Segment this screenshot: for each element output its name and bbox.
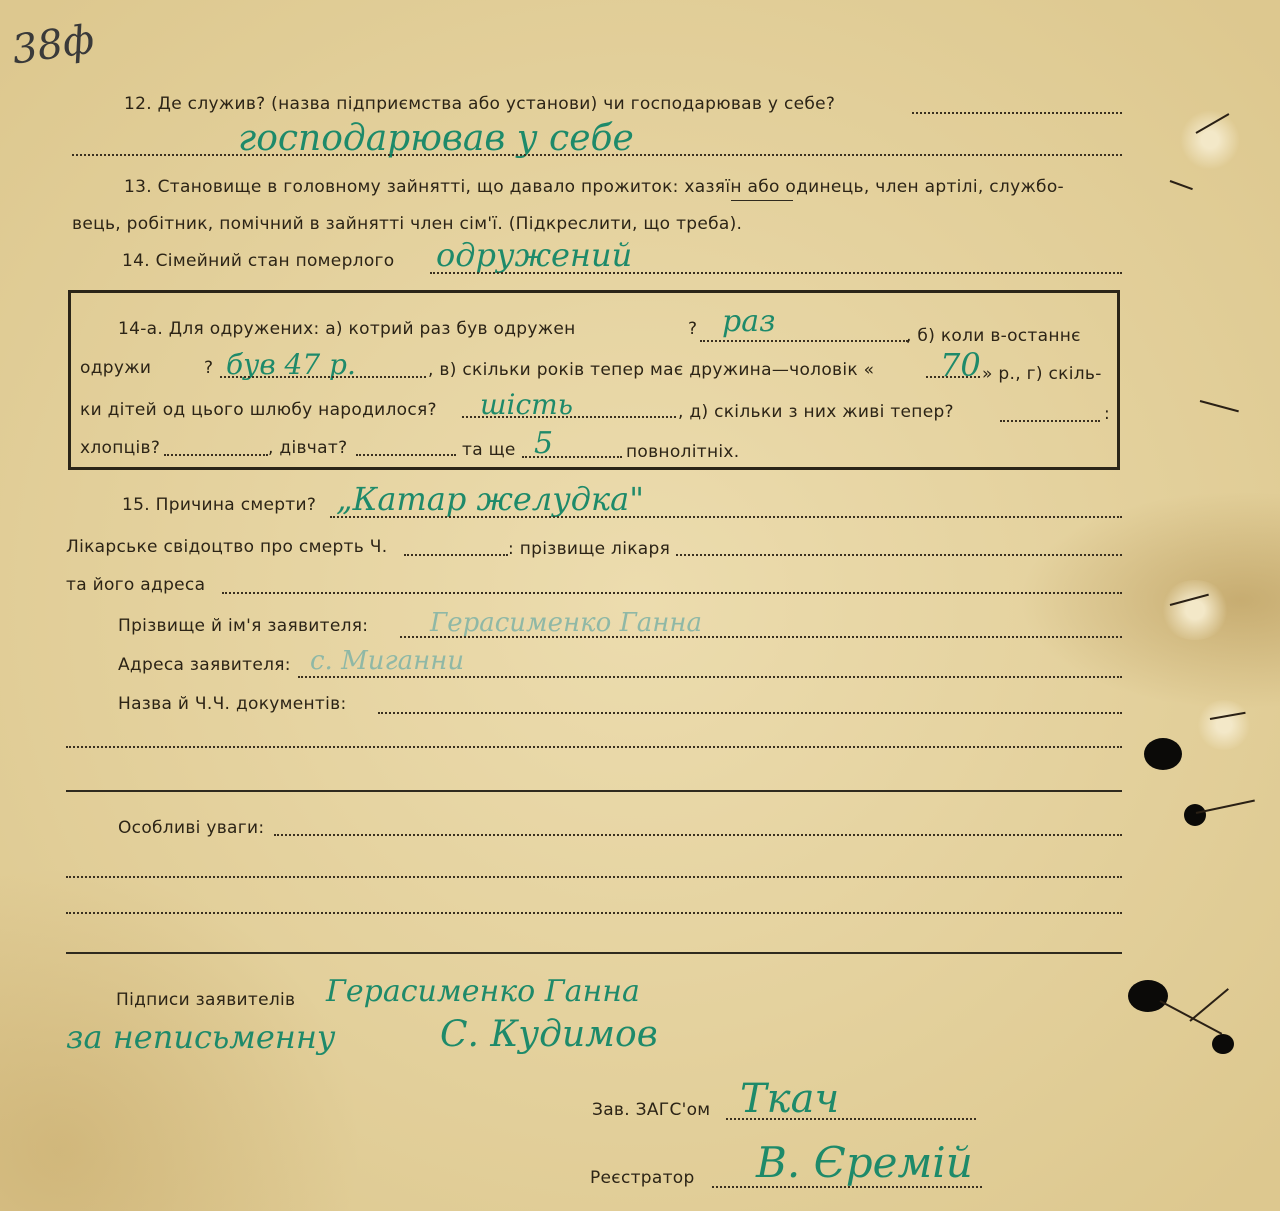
q15-answer: „Катар желудка" <box>336 480 644 518</box>
notes-line-1 <box>274 834 1122 836</box>
notes-label: Особливі уваги: <box>118 818 265 838</box>
binding-hole <box>1184 804 1206 826</box>
applicant-name-line <box>400 636 1122 638</box>
q14-label: 14. Сімейний стан померлого <box>122 251 395 271</box>
applicant-name-value: Герасименко Ганна <box>430 608 703 638</box>
page-number: 38ф <box>9 16 98 74</box>
q13-line-1: 13. Становище в головному зайнятті, що давало прожиток: хазяїн або одинець, член артілі, службо- <box>124 177 1064 197</box>
applicant-address-label: Адреса заявителя: <box>118 655 291 675</box>
q12-label: 12. Де служив? (назва підприємства або установи) чи господарював у себе? <box>124 94 836 114</box>
q14a-adults: 5 <box>534 426 554 461</box>
q13-line-2: вець, робітник, помічний в зайнятті член сім'ї. (Підкреслити, що треба). <box>72 214 743 234</box>
q12-line-2 <box>72 154 1122 156</box>
notes-line-2 <box>66 876 1122 878</box>
q14a-last-married: був 47 р. <box>226 348 356 381</box>
q14a-line2-a: одружи <box>80 358 152 378</box>
q14a-line2-b: ? <box>204 358 214 378</box>
q14a-line4-a: хлопців? <box>80 438 161 458</box>
documents-label: Назва й Ч.Ч. документів: <box>118 694 347 714</box>
illiterate-note: за неписьменну <box>66 1018 336 1056</box>
section-rule-2 <box>66 952 1122 954</box>
zags-head-line <box>726 1118 976 1120</box>
notes-line-3 <box>66 912 1122 914</box>
q14a-line4-b: , дівчат? <box>268 438 348 458</box>
q14a-line2-fill-1 <box>220 376 426 378</box>
paper-tear <box>1180 110 1240 170</box>
q14a-line1-fill <box>700 340 908 342</box>
paper-crack <box>1189 988 1229 1022</box>
registrar-line <box>712 1186 982 1188</box>
q14a-line1-c: , б) коли в-останнє <box>906 326 1081 346</box>
doctor-address-label: та його адреса <box>66 575 206 595</box>
applicant-signature: Герасименко Ганна <box>326 974 640 1009</box>
paper-crack <box>1196 800 1255 814</box>
applicant-address-line <box>298 676 1122 678</box>
zags-head-signature: Ткач <box>740 1076 840 1122</box>
q14a-line3-a: ки дітей од цього шлюбу народилося? <box>80 400 437 420</box>
paper-crack <box>1200 400 1239 412</box>
binding-hole <box>1144 738 1182 770</box>
registrar-label: Реєстратор <box>590 1168 695 1188</box>
applicant-name-label: Прізвище й ім'я заявителя: <box>118 616 369 636</box>
medical-certificate-label: Лікарське свідоцтво про смерть Ч. <box>66 537 388 557</box>
q14a-line2-c: , в) скільки років тепер має дружина—чоловік « <box>428 360 875 380</box>
q14a-children: шість <box>480 388 573 421</box>
q14a-line3-fill-2 <box>1000 420 1100 422</box>
q13-underline-owner <box>731 200 793 201</box>
paper-tear <box>1196 700 1252 750</box>
medical-number-line <box>404 554 508 556</box>
binding-hole <box>1128 980 1168 1012</box>
q14a-line3-fill-1 <box>462 416 676 418</box>
q14a-line4-fill-2 <box>356 454 456 456</box>
q15-line <box>330 516 1122 518</box>
doctor-name-line <box>676 554 1122 556</box>
q14a-line4-d: повнолітніх. <box>626 442 740 462</box>
binding-hole <box>1212 1034 1234 1054</box>
q14a-line3-b: , д) скільки з них живі тепер? <box>678 402 954 422</box>
q12-answer: господарював у себе <box>238 118 634 159</box>
q14-line <box>430 272 1122 274</box>
q14-answer: одружений <box>436 236 633 274</box>
section-rule-1 <box>66 790 1122 792</box>
q14a-line4-fill-3 <box>522 456 622 458</box>
q12-line-1 <box>912 112 1122 114</box>
q14a-line1-b: ? <box>688 319 698 339</box>
zags-head-label: Зав. ЗАГС'ом <box>592 1100 711 1120</box>
applicant-address-value: с. Миганни <box>310 646 465 676</box>
q14a-line2-d: » р., г) скіль- <box>982 364 1102 384</box>
doctor-address-line <box>222 592 1122 594</box>
signatures-label: Підписи заявителів <box>116 990 296 1010</box>
q14a-line4-fill-1 <box>164 454 268 456</box>
q14a-marriage-count: раз <box>722 304 776 339</box>
q14a-line1-a: 14-а. Для одружених: а) котрий раз був одружен <box>118 319 576 339</box>
q14a-spouse-age: 70 <box>940 346 981 384</box>
q14a-line2-fill-2 <box>926 376 980 378</box>
proxy-signature: С. Кудимов <box>440 1014 658 1055</box>
documents-line-2 <box>66 746 1122 748</box>
paper-tear <box>1160 580 1230 640</box>
q14a-line4-c: та ще <box>462 440 516 460</box>
q14a-line3-c: : <box>1104 404 1111 424</box>
q15-label: 15. Причина смерти? <box>122 495 317 515</box>
registrar-signature: В. Єремій <box>756 1138 973 1187</box>
doctor-name-label: : прізвище лікаря <box>508 539 671 559</box>
paper-crack <box>1170 180 1193 190</box>
documents-line-1 <box>378 712 1122 714</box>
